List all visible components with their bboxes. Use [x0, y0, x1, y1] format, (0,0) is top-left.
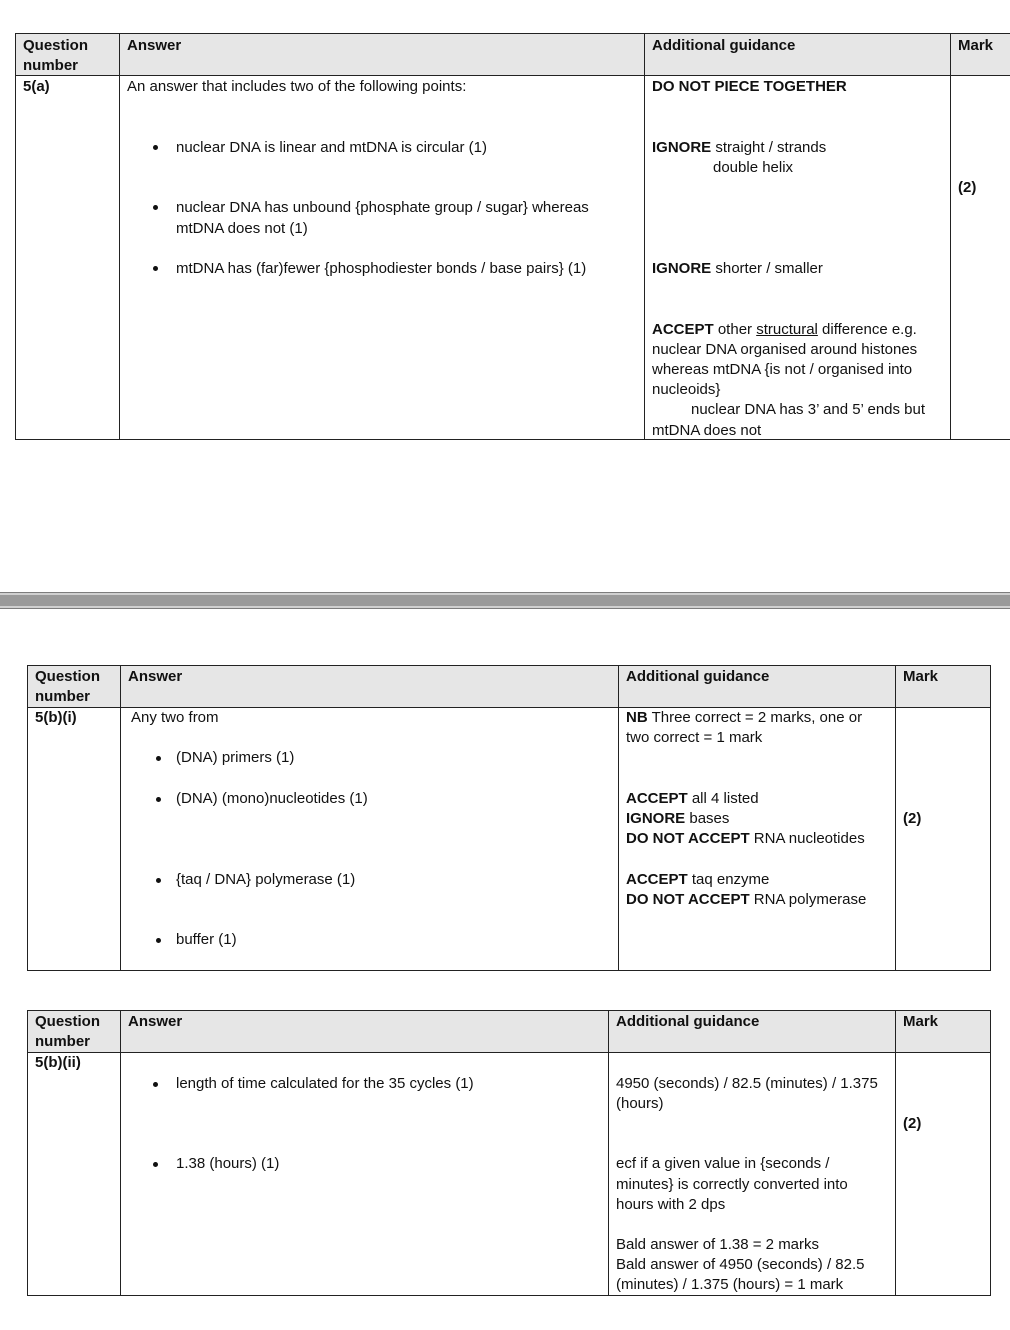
answer-intro: Any two from: [131, 709, 219, 726]
header-mark: Mark: [903, 1013, 939, 1030]
mark-value: (2): [958, 179, 977, 196]
mark-scheme-table-5a: [15, 33, 1010, 440]
guidance-line: nucleoids}: [652, 381, 721, 398]
guidance-line: IGNORE straight / strands: [652, 139, 827, 156]
answer-point: buffer (1): [176, 931, 237, 948]
bullet-icon: [153, 1162, 158, 1167]
guidance-line: DO NOT PIECE TOGETHER: [652, 78, 847, 95]
guidance-line: hours with 2 dps: [616, 1196, 726, 1213]
answer-point: (DNA) (mono)nucleotides (1): [176, 790, 368, 807]
answer-point: nuclear DNA is linear and mtDNA is circular (1): [176, 139, 487, 156]
guidance-line: Bald answer of 1.38 = 2 marks: [616, 1236, 820, 1253]
header-mark: Mark: [958, 37, 994, 54]
header-number: number: [23, 57, 79, 74]
guidance-line: whereas mtDNA {is not / organised into: [652, 361, 913, 378]
guidance-line: Bald answer of 4950 (seconds) / 82.5: [616, 1256, 865, 1273]
guidance-line: minutes} is correctly converted into: [616, 1176, 848, 1193]
guidance-line: IGNORE shorter / smaller: [652, 260, 823, 277]
answer-point: (DNA) primers (1): [176, 749, 295, 766]
header-guidance: Additional guidance: [652, 37, 796, 54]
bullet-icon: [156, 756, 161, 761]
question-number: 5(b)(ii): [35, 1054, 81, 1071]
question-number: 5(a): [23, 78, 50, 95]
header-answer: Answer: [127, 37, 182, 54]
answer-point-cont: mtDNA does not (1): [176, 220, 308, 237]
header-number: number: [35, 1033, 91, 1050]
guidance-line: (minutes) / 1.375 (hours) = 1 mark: [616, 1276, 844, 1293]
answer-point: 1.38 (hours) (1): [176, 1155, 280, 1172]
guidance-line: nuclear DNA has 3’ and 5’ ends but: [691, 401, 926, 418]
guidance-line: ACCEPT all 4 listed: [626, 790, 759, 807]
header-question: Question: [35, 668, 101, 685]
header-number: number: [35, 688, 91, 705]
bullet-icon: [153, 145, 158, 150]
header-mark: Mark: [903, 668, 939, 685]
guidance-line: 4950 (seconds) / 82.5 (minutes) / 1.375: [616, 1075, 878, 1092]
guidance-line: ACCEPT taq enzyme: [626, 871, 770, 888]
header-answer: Answer: [128, 1013, 183, 1030]
bullet-icon: [153, 205, 158, 210]
bullet-icon: [153, 266, 158, 271]
header-guidance: Additional guidance: [626, 668, 770, 685]
answer-intro: An answer that includes two of the following points:: [127, 78, 467, 95]
guidance-line: IGNORE bases: [626, 810, 730, 827]
mark-value: (2): [903, 1115, 922, 1132]
guidance-line: mtDNA does not: [652, 422, 762, 439]
guidance-line: two correct = 1 mark: [626, 729, 763, 746]
answer-point: mtDNA has (far)fewer {phosphodiester bonds / base pairs} (1): [176, 260, 587, 277]
bullet-icon: [156, 797, 161, 802]
guidance-line: ACCEPT other structural difference e.g.: [652, 321, 917, 338]
header-answer: Answer: [128, 668, 183, 685]
mark-scheme-table-5bii: [27, 1010, 991, 1296]
mark-scheme-table-5bi: [27, 665, 991, 971]
answer-point: length of time calculated for the 35 cycles (1): [176, 1075, 474, 1092]
guidance-line: NB Three correct = 2 marks, one or: [626, 709, 863, 726]
answer-point: {taq / DNA} polymerase (1): [176, 871, 356, 888]
page-separator: [0, 592, 1010, 609]
header-question: Question: [23, 37, 89, 54]
guidance-line: nuclear DNA organised around histones: [652, 341, 918, 358]
bullet-icon: [156, 938, 161, 943]
guidance-line: DO NOT ACCEPT RNA nucleotides: [626, 830, 865, 847]
question-number: 5(b)(i): [35, 709, 77, 726]
header-question: Question: [35, 1013, 101, 1030]
mark-value: (2): [903, 810, 922, 827]
guidance-line: double helix: [713, 159, 794, 176]
bullet-icon: [156, 878, 161, 883]
answer-point: nuclear DNA has unbound {phosphate group / sugar} whereas: [176, 199, 589, 216]
header-guidance: Additional guidance: [616, 1013, 760, 1030]
guidance-line: (hours): [616, 1095, 664, 1112]
guidance-line: DO NOT ACCEPT RNA polymerase: [626, 891, 867, 908]
bullet-icon: [153, 1082, 158, 1087]
guidance-line: ecf if a given value in {seconds /: [616, 1155, 830, 1172]
